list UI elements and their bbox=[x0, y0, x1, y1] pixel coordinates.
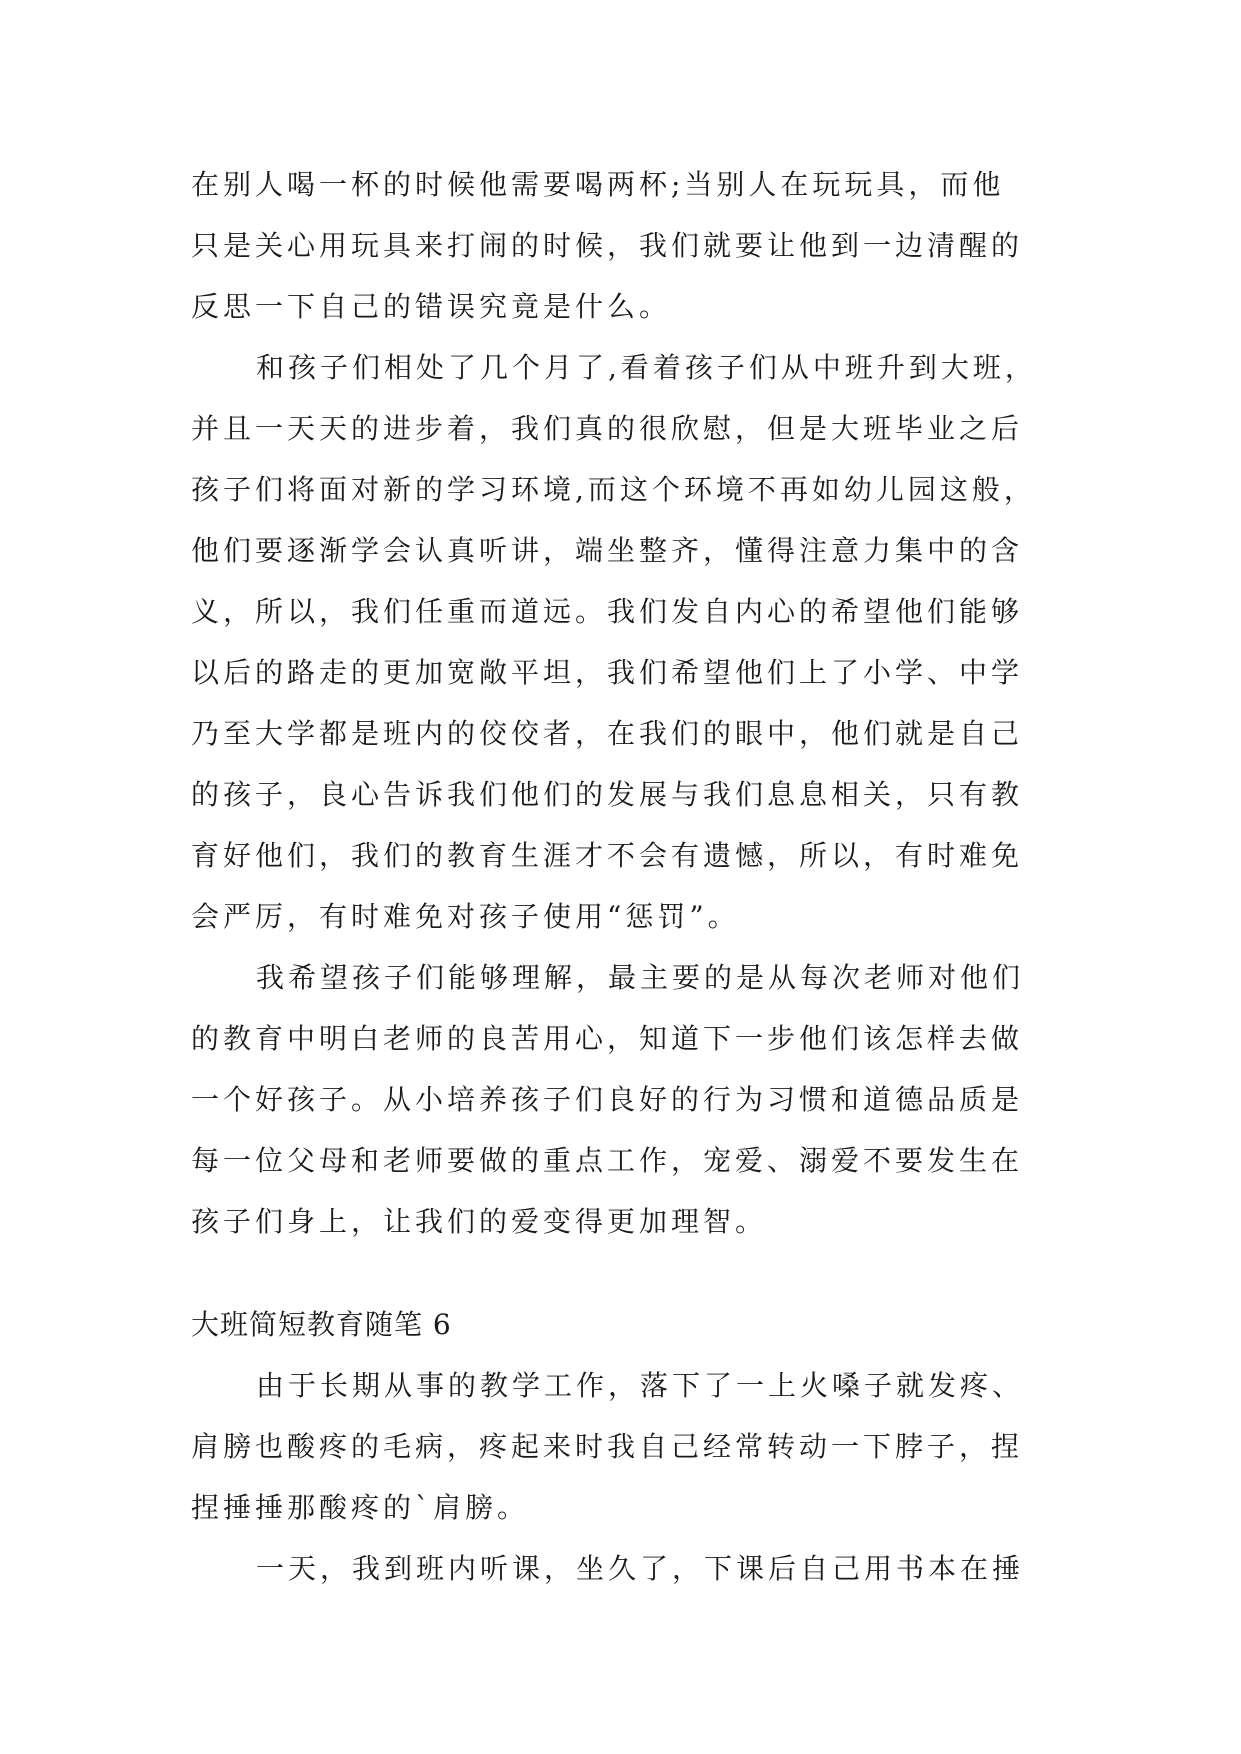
paragraph-first-line: 和孩子们相处了几个月了,看着孩子们从中班升到大班， bbox=[256, 351, 1037, 384]
section-heading: 大班简短教育随笔 6 bbox=[191, 1308, 452, 1341]
text-line: 并且一天天的进步着，我们真的很欣慰，但是大班毕业之后 bbox=[191, 412, 1024, 445]
text-line: 育好他们，我们的教育生涯才不会有遗憾，所以，有时难免 bbox=[191, 839, 1024, 872]
text-line: 在别人喝一杯的时候他需要喝两杯;当别人在玩玩具，而他 bbox=[191, 168, 1005, 201]
text-line: 捏捶捶那酸疼的`肩膀。 bbox=[191, 1491, 530, 1524]
text-line: 的教育中明白老师的良苦用心，知道下一步他们该怎样去做 bbox=[191, 1022, 1024, 1055]
text-line: 孩子们身上，让我们的爱变得更加理智。 bbox=[191, 1205, 768, 1238]
text-line: 以后的路走的更加宽敞平坦，我们希望他们上了小学、中学 bbox=[191, 656, 1024, 689]
text-line: 肩膀也酸疼的毛病，疼起来时我自己经常转动一下脖子，捏 bbox=[191, 1430, 1024, 1463]
text-line: 的孩子，良心告诉我们他们的发展与我们息息相关，只有教 bbox=[191, 778, 1024, 811]
text-line: 一个好孩子。从小培养孩子们良好的行为习惯和道德品质是 bbox=[191, 1083, 1024, 1116]
text-line: 他们要逐渐学会认真听讲，端坐整齐，懂得注意力集中的含 bbox=[191, 534, 1024, 567]
paragraph-first-line: 我希望孩子们能够理解，最主要的是从每次老师对他们 bbox=[256, 961, 1025, 994]
text-line: 会严厉，有时难免对孩子使用“惩罚”。 bbox=[191, 900, 740, 933]
text-line: 只是关心用玩具来打闹的时候，我们就要让他到一边清醒的 bbox=[191, 229, 1024, 262]
text-line: 反思一下自己的错误究竟是什么。 bbox=[191, 290, 672, 323]
text-line: 孩子们将面对新的学习环境,而这个环境不再如幼儿园这般， bbox=[191, 473, 1036, 506]
text-line: 每一位父母和老师要做的重点工作，宠爱、溺爱不要发生在 bbox=[191, 1144, 1024, 1177]
text-line: 乃至大学都是班内的佼佼者，在我们的眼中，他们就是自己 bbox=[191, 717, 1024, 750]
paragraph-first-line: 一天，我到班内听课，坐久了，下课后自己用书本在捶 bbox=[256, 1552, 1025, 1585]
text-line: 义，所以，我们任重而道远。我们发自内心的希望他们能够 bbox=[191, 595, 1024, 628]
paragraph-first-line: 由于长期从事的教学工作，落下了一上火嗓子就发疼、 bbox=[256, 1369, 1025, 1402]
